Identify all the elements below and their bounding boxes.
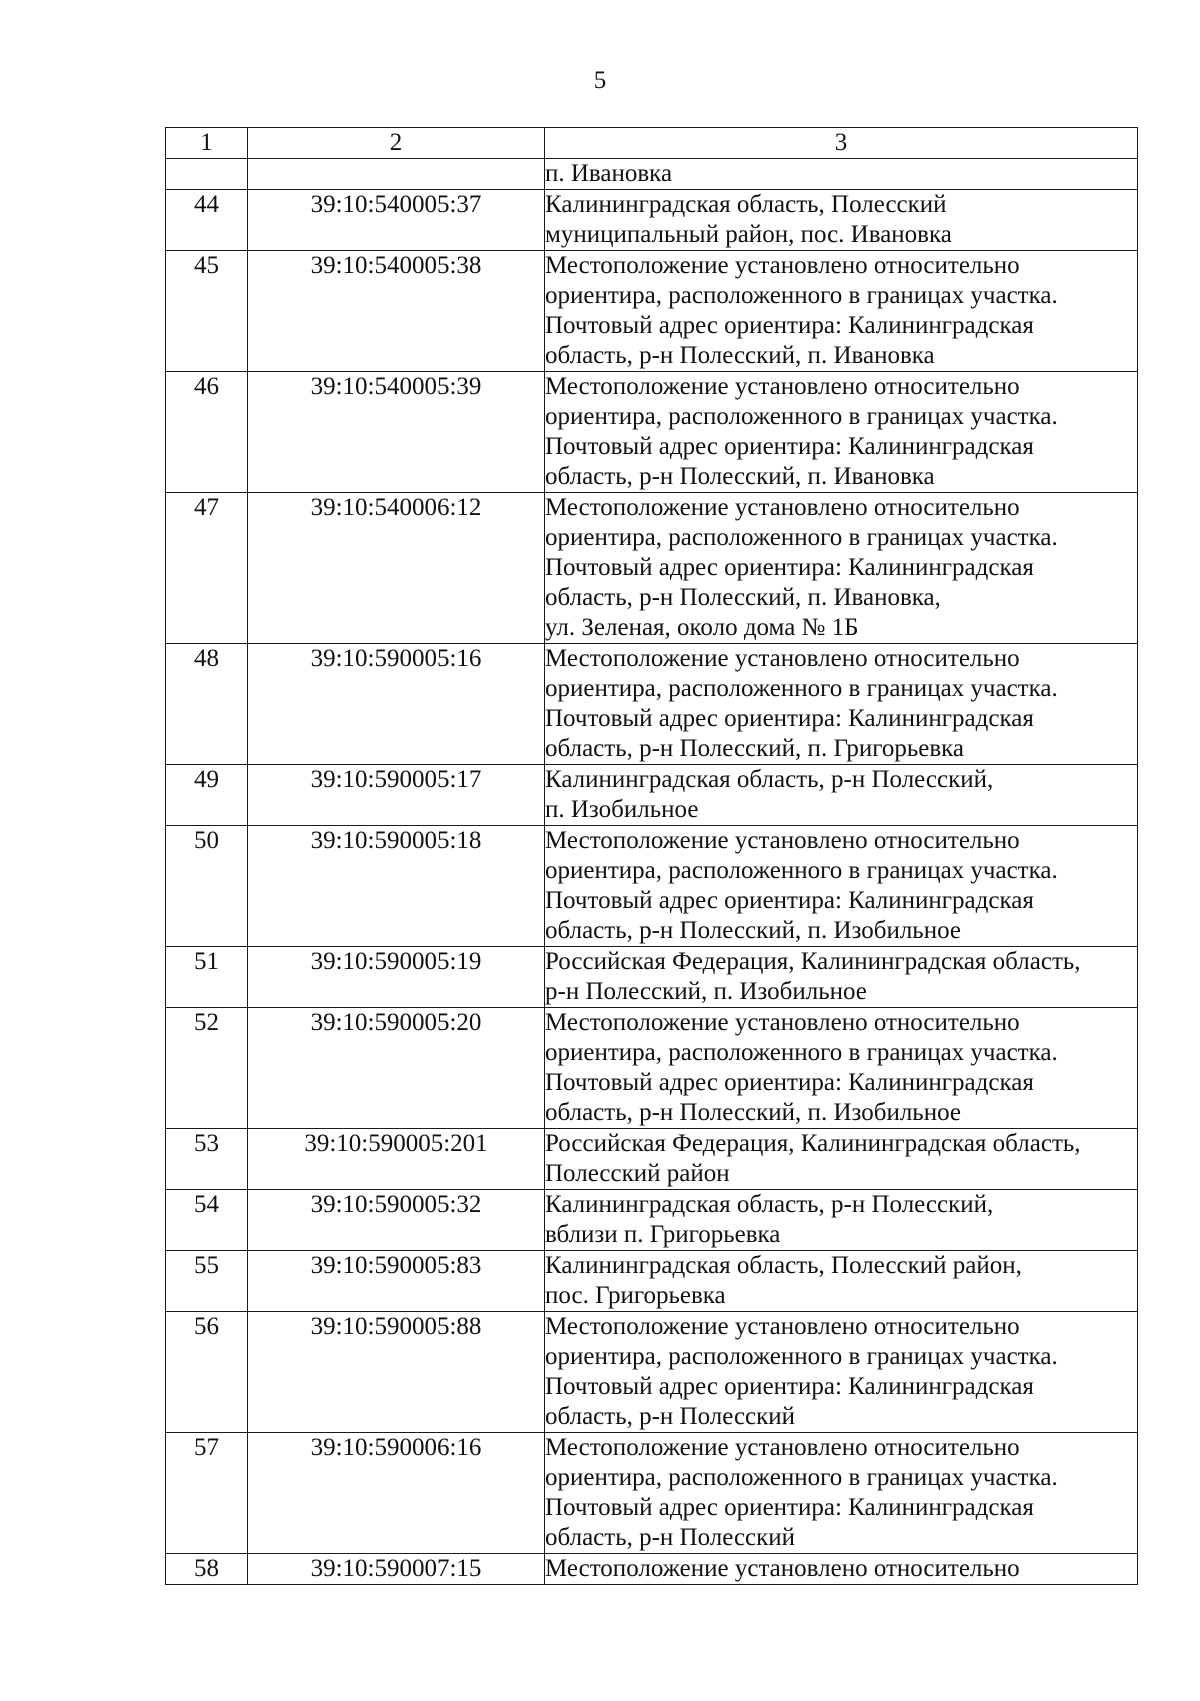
address-cell xyxy=(545,159,1138,190)
address-cell xyxy=(545,765,1138,826)
address-cell xyxy=(545,1251,1138,1312)
address-line: Почтовый адрес ориентира: Калининградская xyxy=(545,312,1034,339)
row-number-cell: 46 xyxy=(166,372,248,493)
address-cell xyxy=(545,372,1138,493)
page-number: 5 xyxy=(593,67,607,94)
row-number-cell: 58 xyxy=(166,1554,248,1585)
address-line: муниципальный район, пос. Ивановка xyxy=(545,221,952,248)
cadastral-number-cell: 39:10:590005:19 xyxy=(248,947,545,1008)
address-line: р-н Полесский, п. Изобильное xyxy=(545,978,867,1005)
address-line: ориентира, расположенного в границах участка. xyxy=(545,675,1058,702)
row-number-cell xyxy=(166,159,248,190)
address-line: Почтовый адрес ориентира: Калининградская xyxy=(545,554,1034,581)
row-number-cell: 48 xyxy=(166,644,248,765)
table-row xyxy=(166,1008,1138,1129)
table-row xyxy=(166,765,1138,826)
address-cell xyxy=(545,1312,1138,1433)
address-line: ориентира, расположенного в границах участка. xyxy=(545,524,1058,551)
table-row xyxy=(166,1129,1138,1190)
address-line: Местоположение установлено относительно xyxy=(545,1009,1020,1036)
address-cell xyxy=(545,493,1138,644)
cadastral-number-cell: 39:10:590005:201 xyxy=(248,1129,545,1190)
address-line: Местоположение установлено относительно xyxy=(545,252,1020,279)
table-header-row xyxy=(166,128,1138,159)
table-body xyxy=(166,159,1138,1585)
cadastral-number-cell: 39:10:590005:32 xyxy=(248,1190,545,1251)
address-line: ул. Зеленая, около дома № 1Б xyxy=(545,614,859,641)
address-cell xyxy=(545,644,1138,765)
table-row xyxy=(166,1251,1138,1312)
table-row xyxy=(166,1433,1138,1554)
address-line: Почтовый адрес ориентира: Калининградская xyxy=(545,433,1034,460)
cadastral-number-cell: 39:10:540005:39 xyxy=(248,372,545,493)
row-number-cell: 53 xyxy=(166,1129,248,1190)
cadastral-number-cell: 39:10:540005:38 xyxy=(248,251,545,372)
table-row xyxy=(166,947,1138,1008)
address-line: ориентира, расположенного в границах участка. xyxy=(545,282,1058,309)
address-cell xyxy=(545,1433,1138,1554)
table-row xyxy=(166,826,1138,947)
address-cell xyxy=(545,251,1138,372)
address-cell xyxy=(545,1554,1138,1585)
parcel-table xyxy=(165,127,1138,1585)
address-line: ориентира, расположенного в границах участка. xyxy=(545,1464,1058,1491)
address-line: ориентира, расположенного в границах участка. xyxy=(545,1039,1058,1066)
row-number-cell: 52 xyxy=(166,1008,248,1129)
row-number-cell: 45 xyxy=(166,251,248,372)
row-number-cell: 57 xyxy=(166,1433,248,1554)
row-number-cell: 55 xyxy=(166,1251,248,1312)
cadastral-number-cell: 39:10:590005:17 xyxy=(248,765,545,826)
row-number-cell: 56 xyxy=(166,1312,248,1433)
table-row xyxy=(166,1554,1138,1585)
address-line: Почтовый адрес ориентира: Калининградская xyxy=(545,1494,1034,1521)
address-cell xyxy=(545,1008,1138,1129)
cadastral-number-cell: 39:10:590005:88 xyxy=(248,1312,545,1433)
cadastral-number-cell: 39:10:590007:15 xyxy=(248,1554,545,1585)
address-line: ориентира, расположенного в границах участка. xyxy=(545,857,1058,884)
address-cell xyxy=(545,947,1138,1008)
address-line: вблизи п. Григорьевка xyxy=(545,1221,781,1248)
table-row xyxy=(166,1312,1138,1433)
row-number-cell: 49 xyxy=(166,765,248,826)
address-line: пос. Григорьевка xyxy=(545,1282,726,1309)
address-cell xyxy=(545,190,1138,251)
address-line: Местоположение установлено относительно xyxy=(545,494,1020,521)
address-line: п. Изобильное xyxy=(545,796,699,823)
cadastral-number-cell: 39:10:540005:37 xyxy=(248,190,545,251)
cadastral-number-cell: 39:10:590005:20 xyxy=(248,1008,545,1129)
address-line: Почтовый адрес ориентира: Калининградская xyxy=(545,887,1034,914)
cadastral-number-cell: 39:10:590005:83 xyxy=(248,1251,545,1312)
address-line: п. Ивановка xyxy=(545,160,673,187)
address-line: Местоположение установлено относительно xyxy=(545,1434,1020,1461)
address-line: Российская Федерация, Калининградская область, xyxy=(545,948,1081,975)
column-header-1: 1 xyxy=(166,128,248,159)
row-number-cell: 54 xyxy=(166,1190,248,1251)
row-number-cell: 50 xyxy=(166,826,248,947)
address-line: ориентира, расположенного в границах участка. xyxy=(545,1343,1058,1370)
table-row xyxy=(166,251,1138,372)
address-line: область, р-н Полесский, п. Ивановка xyxy=(545,463,935,490)
address-cell xyxy=(545,1129,1138,1190)
address-line: Местоположение установлено относительно xyxy=(545,827,1020,854)
address-cell xyxy=(545,826,1138,947)
address-line: Местоположение установлено относительно xyxy=(545,1313,1020,1340)
table-row xyxy=(166,159,1138,190)
table-row xyxy=(166,1190,1138,1251)
cadastral-number-cell: 39:10:590005:18 xyxy=(248,826,545,947)
table-row xyxy=(166,190,1138,251)
address-line: область, р-н Полесский xyxy=(545,1524,796,1551)
row-number-cell: 44 xyxy=(166,190,248,251)
address-line: область, р-н Полесский, п. Ивановка, xyxy=(545,584,941,611)
address-line: Калининградская область, Полесский xyxy=(545,191,947,218)
address-line: Полесский район xyxy=(545,1160,730,1187)
cadastral-number-cell: 39:10:540006:12 xyxy=(248,493,545,644)
cadastral-number-cell: 39:10:590006:16 xyxy=(248,1433,545,1554)
address-line: ориентира, расположенного в границах участка. xyxy=(545,403,1058,430)
address-line: область, р-н Полесский, п. Изобильное xyxy=(545,917,961,944)
address-line: Местоположение установлено относительно xyxy=(545,373,1020,400)
row-number-cell: 47 xyxy=(166,493,248,644)
address-line: Калининградская область, р-н Полесский, xyxy=(545,766,994,793)
column-header-2: 2 xyxy=(248,128,545,159)
address-cell xyxy=(545,1190,1138,1251)
address-line: Калининградская область, Полесский район, xyxy=(545,1252,1022,1279)
table-row xyxy=(166,644,1138,765)
row-number-cell: 51 xyxy=(166,947,248,1008)
address-line: область, р-н Полесский, п. Григорьевка xyxy=(545,735,964,762)
address-line: область, р-н Полесский, п. Ивановка xyxy=(545,342,935,369)
address-line: Почтовый адрес ориентира: Калининградская xyxy=(545,1373,1034,1400)
cadastral-number-cell xyxy=(248,159,545,190)
cadastral-number-cell: 39:10:590005:16 xyxy=(248,644,545,765)
address-line: Местоположение установлено относительно xyxy=(545,645,1020,672)
address-line: Российская Федерация, Калининградская область, xyxy=(545,1130,1081,1157)
table-header xyxy=(166,128,1138,159)
table-row xyxy=(166,372,1138,493)
address-line: Калининградская область, р-н Полесский, xyxy=(545,1191,994,1218)
address-line: Почтовый адрес ориентира: Калининградская xyxy=(545,1069,1034,1096)
column-header-3: 3 xyxy=(545,128,1138,159)
address-line: область, р-н Полесский, п. Изобильное xyxy=(545,1099,961,1126)
table-row xyxy=(166,493,1138,644)
address-line: Почтовый адрес ориентира: Калининградская xyxy=(545,705,1034,732)
address-line: Местоположение установлено относительно xyxy=(545,1555,1020,1582)
address-line: область, р-н Полесский xyxy=(545,1403,796,1430)
